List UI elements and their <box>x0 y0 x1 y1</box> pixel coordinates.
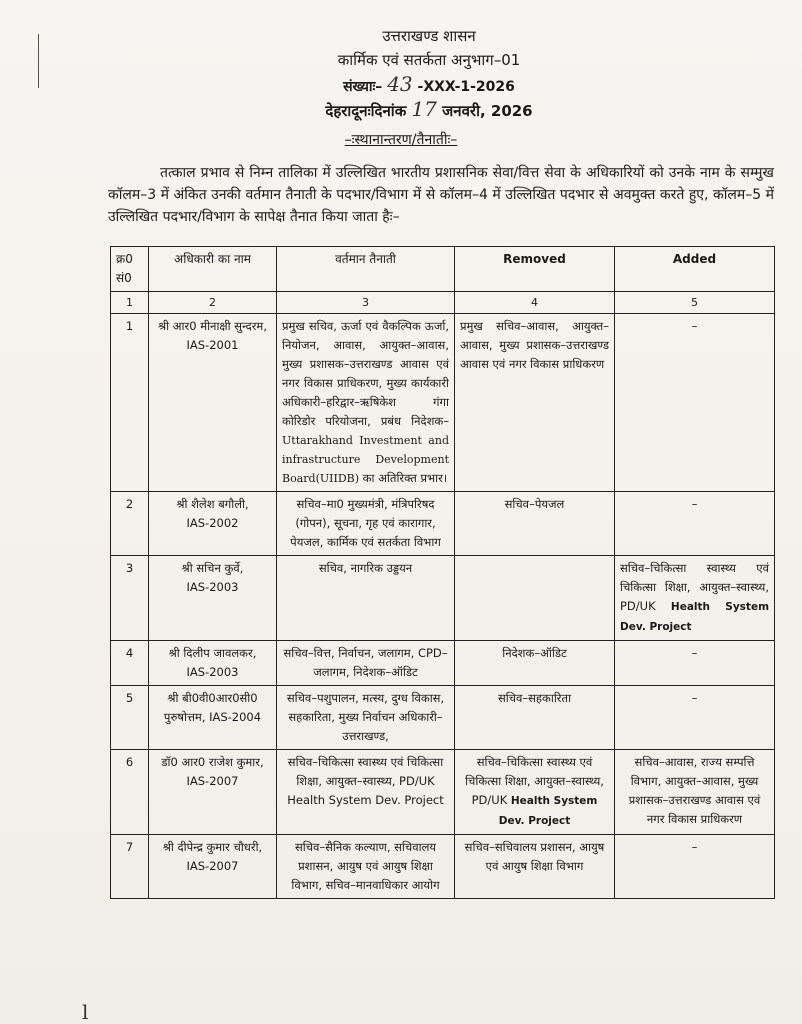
cell-current: सचिव–वित्त, निर्वाचन, जलागम, CPD–जलागम, निदेशक–ऑडिट <box>277 641 455 686</box>
cell-current: सचिव, नागरिक उड्डयन <box>277 556 455 641</box>
added-text-en: Health System Dev. Project <box>620 601 770 633</box>
officer-batch: IAS-2003 <box>186 665 239 679</box>
cell-added: – <box>615 314 775 492</box>
removed-text-en: Health System Dev. Project <box>498 795 598 827</box>
cell-sno: 7 <box>111 835 149 899</box>
table-row <box>111 314 775 492</box>
current-text: प्रमुख सचिव, ऊर्जा एवं वैकल्पिक ऊर्जा, नियोजन, आवास, आयुक्त–आवास, मुख्य प्रशासक–उत्तराखण्ड आवास एवं नगर विकास प्राधिकरण, मुख्य कार्यकारी अधिकारी–हरिद्वार–ऋषिकेश गंगा कोरिडोर परियोजना, प्रबंध निदेशक– <box>282 319 449 428</box>
cell-added: – <box>615 492 775 556</box>
header-removed: Removed <box>455 247 615 292</box>
header-number <box>28 72 802 96</box>
cell-current: सचिव–पशुपालन, मत्स्य, दुग्ध विकास, सहकारिता, मुख्य निर्वाचन अधिकारी– उत्तराखण्ड, <box>277 686 455 750</box>
current-text-tail: का अतिरिक्त प्रभार। <box>362 471 448 485</box>
number-handwritten: 43 <box>387 72 413 96</box>
cell-sno: 3 <box>111 556 149 641</box>
date-suffix: जनवरी, 2026 <box>442 102 533 120</box>
header-department: कार्मिक एवं सतर्कता अनुभाग–01 <box>337 51 521 69</box>
number-suffix: -XXX-1-2026 <box>417 79 515 95</box>
cell-name <box>149 641 277 686</box>
cell-removed: निदेशक–ऑडिट <box>455 641 615 686</box>
header-government: उत्तराखण्ड शासन <box>382 27 476 45</box>
cell-sno: 6 <box>111 750 149 835</box>
table-row <box>111 556 775 641</box>
cell-current <box>277 314 455 492</box>
header-name: अधिकारी का नाम <box>149 247 277 292</box>
officer-name: श्री दिलीप जावलकर, <box>168 646 257 660</box>
cell-name <box>149 686 277 750</box>
removed-text: सचिव–चिकित्सा स्वास्थ्य एवं चिकित्सा शिक्षा, आयुक्त–स्वास्थ्य, PD/UK <box>465 755 604 807</box>
cell-added: – <box>615 835 775 899</box>
officer-name: श्री बी0वी0आर0सी0 पुरुषोत्तम, <box>163 691 258 724</box>
added-text: सचिव–चिकित्सा स्वास्थ्य एवं चिकित्सा शिक्षा, आयुक्त–स्वास्थ्य, PD/UK <box>620 561 769 613</box>
cell-current: सचिव–मा0 मुख्यमंत्री, मंत्रिपरिषद (गोपन), सूचना, गृह एवं कारागार, पेयजल, कार्मिक एवं सतर्कता विभाग <box>277 492 455 556</box>
col-number: 5 <box>615 292 775 314</box>
pen-mark-icon: ⅼ <box>82 1000 89 1024</box>
cell-removed: सचिव–सहकारिता <box>455 686 615 750</box>
date-prefix: देहरादूनःदिनांक <box>325 102 407 120</box>
cell-removed: प्रमुख सचिव–आवास, आयुक्त–आवास, मुख्य प्रशासक–उत्तराखण्ड आवास एवं नगर विकास प्राधिकरण <box>455 314 615 492</box>
intro-paragraph <box>108 162 774 228</box>
table-row <box>111 641 775 686</box>
cell-added <box>615 556 775 641</box>
cell-name <box>149 492 277 556</box>
col-number: 4 <box>455 292 615 314</box>
cell-added: सचिव–आवास, राज्य सम्पत्ति विभाग, आयुक्त–आवास, मुख्य प्रशासक–उत्तराखण्ड आवास एवं नगर विकास प्राधिकरण <box>615 750 775 835</box>
intro-text: तत्काल प्रभाव से निम्न तालिका में उल्लिखित भारतीय प्रशासनिक सेवा/वित्त सेवा के अधिकारियों को उनके नाम के सम्मुख कॉलम–3 में अंकित उनकी वर्तमान तैनाती के पदभार/विभाग में से कॉलम–4 में उल्लिखित पदभार से अवमुक्त करते हुए, कॉलम–5 में उल्लिखित पदभार/विभाग के सापेक्ष तैनात किया जाता हैः– <box>108 165 774 225</box>
cell-name <box>149 314 277 492</box>
col-number: 2 <box>149 292 277 314</box>
officer-name: श्री शैलेश बगौली, <box>176 497 249 511</box>
cell-sno: 4 <box>111 641 149 686</box>
officer-name: डॉ0 आर0 राजेश कुमार, <box>161 755 264 769</box>
col-number: 3 <box>277 292 455 314</box>
current-text-en: Uttarakhand Investment and infrastructure Development Board(UIIDB) <box>282 434 449 485</box>
officer-batch: IAS-2001 <box>186 338 239 352</box>
officer-batch: IAS-2002 <box>186 516 239 530</box>
table-row <box>111 750 775 835</box>
cell-sno: 2 <box>111 492 149 556</box>
cell-current: सचिव–चिकित्सा स्वास्थ्य एवं चिकित्सा शिक्षा, आयुक्त–स्वास्थ्य, PD/UK Health System Dev. Project <box>277 750 455 835</box>
cell-sno: 1 <box>111 314 149 492</box>
header-current: वर्तमान तैनाती <box>277 247 455 292</box>
table-row <box>111 492 775 556</box>
officer-name: श्री सचिन कुर्वे, <box>181 561 244 575</box>
officer-batch: IAS-2003 <box>186 580 239 594</box>
table-header-row <box>111 247 775 292</box>
column-number-row <box>111 292 775 314</box>
subject-line: –ःस्थानान्तरण/तैनातीः– <box>344 132 458 148</box>
transfer-table <box>110 246 775 899</box>
cell-removed <box>455 750 615 835</box>
cell-name <box>149 750 277 835</box>
cell-removed: सचिव–पेयजल <box>455 492 615 556</box>
officer-batch: IAS-2007 <box>186 774 239 788</box>
header-sno: क्र0 सं0 <box>111 247 149 292</box>
cell-name <box>149 556 277 641</box>
officer-batch: IAS-2004 <box>209 710 262 724</box>
officer-name: श्री आर0 मीनाक्षी सुन्दरम, <box>158 319 267 333</box>
cell-removed: सचिव–सचिवालय प्रशासन, आयुष एवं आयुष शिक्षा विभाग <box>455 835 615 899</box>
officer-batch: IAS-2007 <box>186 859 239 873</box>
date-handwritten: 17 <box>411 97 437 121</box>
table-row <box>111 835 775 899</box>
cell-current: सचिव–सैनिक कल्याण, सचिवालय प्रशासन, आयुष एवं आयुष शिक्षा विभाग, सचिव–मानवाधिकार आयोग <box>277 835 455 899</box>
number-prefix: संख्याः– <box>343 79 383 95</box>
cell-added: – <box>615 641 775 686</box>
cell-added: – <box>615 686 775 750</box>
col-number: 1 <box>111 292 149 314</box>
table-row <box>111 686 775 750</box>
header-added: Added <box>615 247 775 292</box>
header-date <box>28 97 802 121</box>
cell-sno: 5 <box>111 686 149 750</box>
cell-name <box>149 835 277 899</box>
cell-removed <box>455 556 615 641</box>
officer-name: श्री दीपेन्द्र कुमार चौधरी, <box>162 840 263 854</box>
